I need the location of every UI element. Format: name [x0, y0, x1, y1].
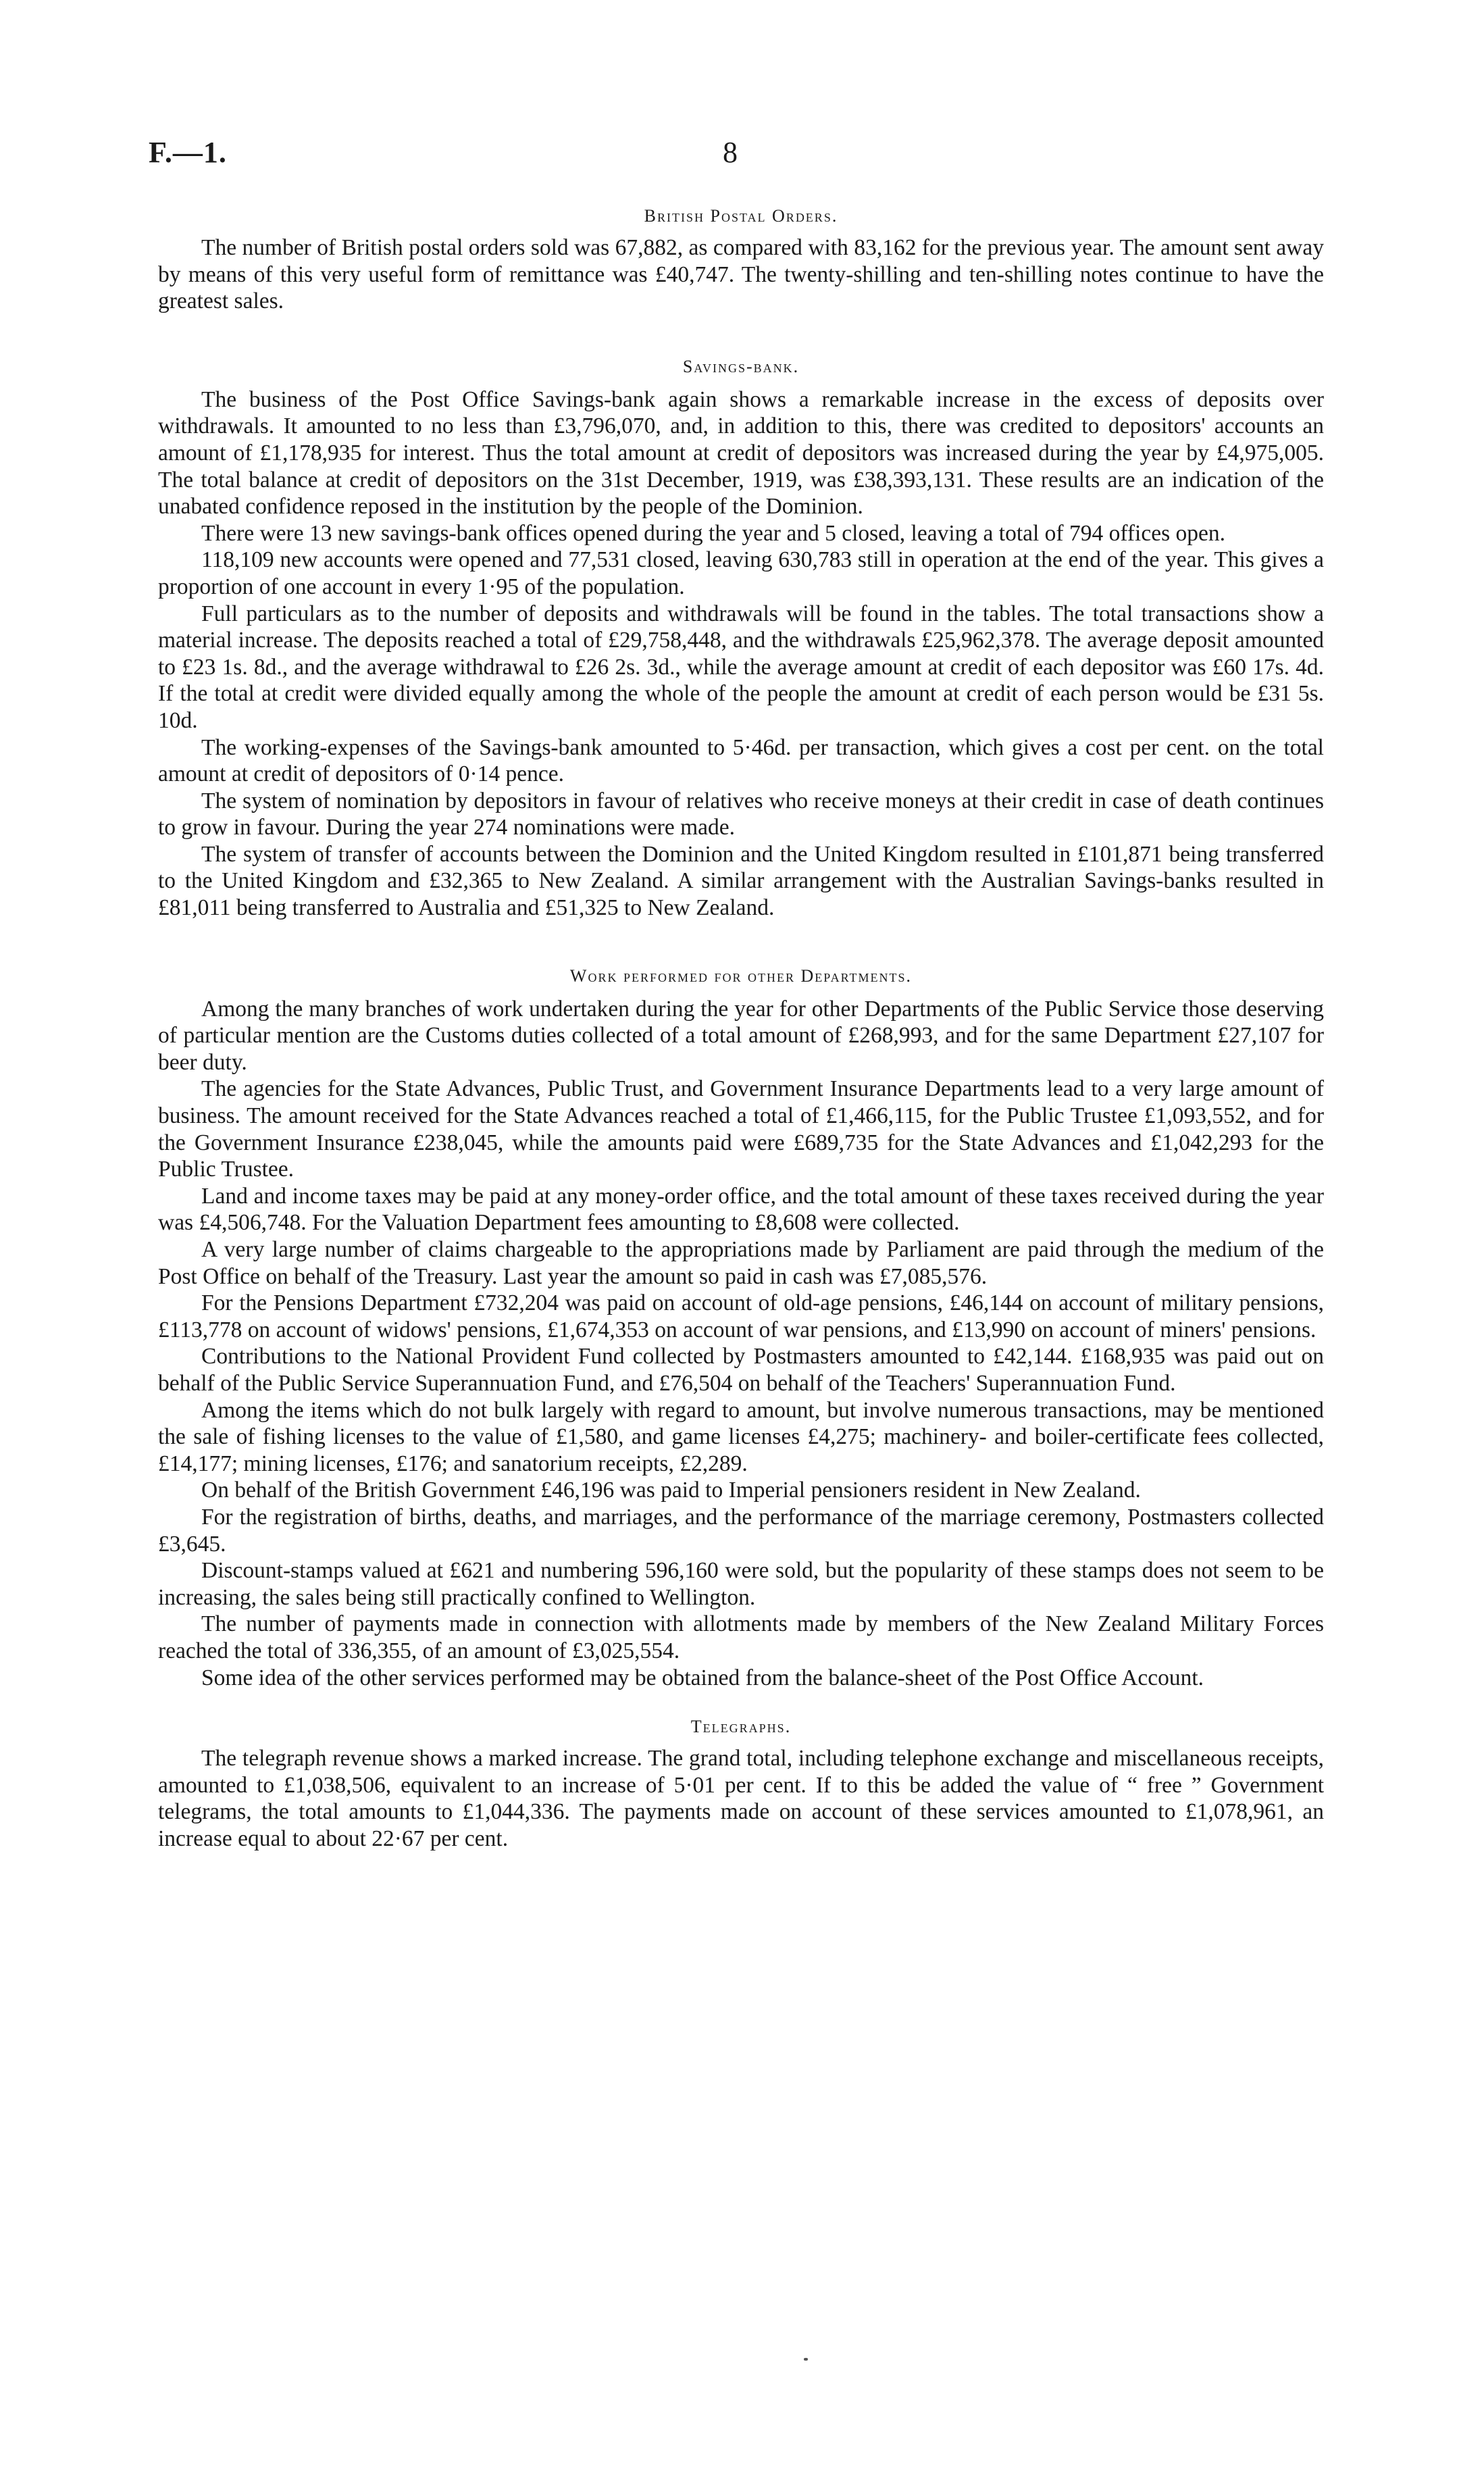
page-body — [158, 206, 1324, 1852]
section-heading: Savings-bank. — [682, 356, 800, 376]
paragraph: The system of transfer of accounts between the Dominion and the United Kingdom resulted in £101,871 being transferred to the United Kingdom and £32,365 to New Zealand. A similar arrangement with the Australian Savings-banks resulted in £81,011 being transferred to Australia and £51,325 to New Zealand. — [158, 841, 1324, 921]
section-heading: Telegraphs. — [690, 1717, 792, 1737]
paragraph: The business of the Post Office Savings-bank again shows a remarkable increase in the excess of deposits over withdrawals. It amounted to no less than £3,796,070, and, in addition to this, there was credited to depositors' accounts an amount of £1,178,935 for interest. Thus the total amount at credit of depositors was increased during the year by £4,975,005. The total balance at credit of depositors on the 31st December, 1919, was £38,393,131. These results are an indication of the unabated confidence reposed in the institution by the people of the Dominion. — [158, 386, 1324, 520]
paragraph: The telegraph revenue shows a marked increase. The grand total, including telephone exchange and miscellaneous receipts, amounted to £1,038,506, equivalent to an increase of 5·01 per cent. If to this be added the value of “ free ” Government telegrams, the total amounts to £1,044,336. The payments made on account of these services amounted to £1,078,961, an increase equal to about 22·67 per cent. — [158, 1746, 1324, 1851]
paragraph: The system of nomination by depositors in favour of relatives who receive moneys at their credit in case of death continues to grow in favour. During the year 274 nominations were made. — [158, 788, 1324, 840]
document-code: F.—1. — [149, 136, 227, 169]
page-number: 8 — [723, 136, 738, 169]
paragraph: The agencies for the State Advances, Public Trust, and Government Insurance Departments lead to a very large amount of business. The amount received for the State Advances reached a total of £1,466,115, for the Public Trustee £1,093,552, and for the Government Insurance £238,045, while the amounts paid were £689,735 for the State Advances and £1,042,293 for the Public Trustee. — [158, 1076, 1324, 1182]
paragraph: Among the items which do not bulk largely with regard to amount, but involve numerous transactions, may be mentioned the sale of fishing licenses to the value of £1,580, and game licenses £4,275; machinery- and boiler-certificate fees collected, £14,177; mining licenses, £176; and sanatorium receipts, £2,289. — [158, 1397, 1324, 1476]
paragraph: Contributions to the National Provident Fund collected by Postmasters amounted to £42,144. £168,935 was paid out on behalf of the Public Service Superannuation Fund, and £76,504 on behalf of the Teachers' Superannuation Fund. — [158, 1344, 1324, 1396]
paragraph: For the registration of births, deaths, and marriages, and the performance of the marriage ceremony, Postmasters collected £3,645. — [158, 1504, 1324, 1557]
paragraph: On behalf of the British Government £46,196 was paid to Imperial pensioners resident in New Zealand. — [201, 1478, 1141, 1503]
section-work-for-other-departments — [158, 966, 1324, 1691]
print-speck — [804, 2358, 808, 2361]
paragraph: Land and income taxes may be paid at any money-order office, and the total amount of these taxes received during the year was £4,506,748. For the Valuation Department fees amounting to £8,608 were collected. — [158, 1183, 1324, 1236]
paragraph: Some idea of the other services performed may be obtained from the balance-sheet of the Post Office Account. — [201, 1665, 1204, 1690]
paragraph: A very large number of claims chargeable to the appropriations made by Parliament are paid through the medium of the Post Office on behalf of the Treasury. Last year the amount so paid in cash was £7,085,576. — [158, 1237, 1324, 1289]
paragraph: Full particulars as to the number of deposits and withdrawals will be found in the tables. The total transactions show a material increase. The deposits reached a total of £29,758,448, and the withdrawals £25,962,378. The average deposit amounted to £23 1s. 8d., and the average withdrawal to £26 2s. 3d., while the average amount at credit of each depositor was £60 17s. 4d. If the total at credit were divided equally among the whole of the people the amount at credit of each person would be £31 5s. 10d. — [158, 601, 1324, 733]
paragraph: The number of British postal orders sold was 67,882, as compared with 83,162 for the previous year. The amount sent away by means of this very useful form of remittance was £40,747. The twenty-shilling and ten-shilling notes continue to have the greatest sales. — [158, 235, 1324, 314]
page-header — [149, 135, 1337, 176]
section-savings-bank — [158, 357, 1324, 922]
paragraph: 118,109 new accounts were opened and 77,531 closed, leaving 630,783 still in operation at the end of the year. This gives a proportion of one account in every 1·95 of the population. — [158, 547, 1324, 599]
section-telegraphs — [158, 1717, 1324, 1852]
paragraph: There were 13 new savings-bank offices opened during the year and 5 closed, leaving a total of 794 offices open. — [201, 520, 1225, 546]
paragraph: The number of payments made in connection with allotments made by members of the New Zealand Military Forces reached the total of 336,355, of an amount of £3,025,554. — [158, 1611, 1324, 1663]
paragraph: For the Pensions Department £732,204 was paid on account of old-age pensions, £46,144 on account of military pensions, £113,778 on account of widows' pensions, £1,674,353 on account of war pensions, and £13,990 on account of miners' pensions. — [158, 1290, 1324, 1342]
section-heading: British Postal Orders. — [644, 206, 838, 226]
paragraph: Among the many branches of work undertaken during the year for other Departments of the Public Service those deserving of particular mention are the Customs duties collected of a total amount of £268,993, and for the same Department £27,107 for beer duty. — [158, 996, 1324, 1075]
paragraph: Discount-stamps valued at £621 and numbering 596,160 were sold, but the popularity of these stamps does not seem to be increasing, the sales being still practically confined to Wellington. — [158, 1558, 1324, 1610]
paragraph: The working-expenses of the Savings-bank amounted to 5·46d. per transaction, which gives a cost per cent. on the total amount at credit of depositors of 0·14 pence. — [158, 734, 1324, 787]
section-heading: Work performed for other Departments. — [569, 965, 913, 986]
section-british-postal-orders — [158, 206, 1324, 315]
